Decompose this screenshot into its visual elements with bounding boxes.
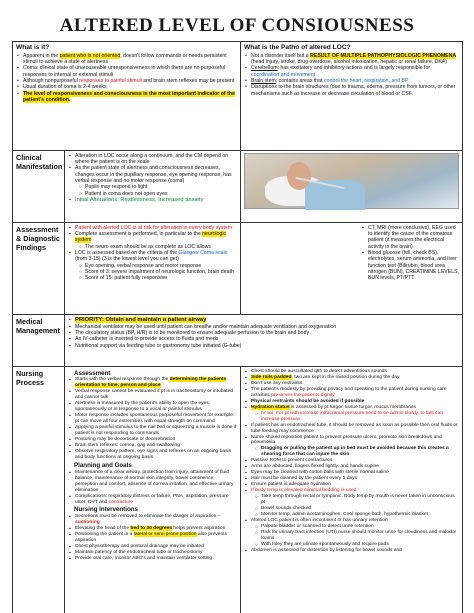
nursing-right-2: ▪ Side rails padded, two are kept in the raised position during the day	[244, 375, 459, 381]
what-item-5: • The level of responsiveness and consciousness is the most important indicator of the patient's condition.	[16, 91, 237, 104]
clinical-label: Clinical Manifestation	[16, 152, 63, 171]
nursing-label: Nursing Process	[16, 368, 44, 387]
medical-item-4: ▪ An IV catheter is inserted to provide access to fluids and meds	[68, 336, 459, 342]
row-assessment	[13, 223, 463, 315]
nursing-plan-1: ▪ Maintenance of a clear airway, protection from injury, attainment of fluid balance, maintenance of normal skin integrity, bowel continence, perception and comfort, absence of cornea irritation, and effective urinary elimination	[68, 470, 237, 494]
what-item-4: • Usual duration of coma is 2-4 weeks	[16, 84, 237, 90]
medical-item-1: ▪ PRIORITY: Obtain and maintain a patient airway	[68, 317, 459, 324]
nursing-int-3: ▪ Positioning the patient in a lateral or semi prone position also prevents aspiration	[68, 532, 237, 544]
nursing-assess-1: ▪ Starts with the verbal response through the determining the patients orientation to time, person and place	[68, 377, 237, 389]
nursing-right-13: ▪ Eyes may be cleaned with cotton balls with sterile normal saline	[244, 470, 459, 476]
planning-subheading: Planning and Goals	[74, 462, 132, 470]
nursing-right-11: ▪ Passive ROM to prevent contractures	[244, 458, 459, 464]
nursing-plan-2: ▪ Complications: respiratory distress or failure, PNA, aspiration, pressure ulcer, DVT and contracture	[68, 494, 237, 506]
interventions-subheading: Nursing Interventions	[74, 506, 138, 514]
clinical-item-3: ▪ Initial Alterations: Restlessness, Increased anxiety	[68, 197, 237, 204]
nursing-int-5: ▪ Maintain patency of the endotracheal tube or tracheostomy	[68, 550, 237, 556]
nursing-right-15: ▪ Ensure patient is adequate hydration	[244, 482, 459, 488]
medical-cell	[65, 315, 463, 367]
nursing-right-4: ▪ The patient's modesty by providing privacy and speaking to the patient during nursing care activities preserves the patients dignity	[244, 387, 459, 399]
nursing-right-6: ▪ Hydration status is assessed by pt turgor, tissue turgor, mucus membranes	[244, 405, 459, 411]
row-medical	[13, 315, 463, 367]
nursing-int-4: ▪ Chest physiotherapy and postural drainage may be initiated	[68, 544, 237, 550]
clinical-cell	[65, 151, 241, 223]
clinical-label-cell	[13, 151, 65, 223]
nursing-assess-5: ▪ Applying a painful stimulus to the nail bed or squeezing a muscle is done if patient is not responding to commands	[68, 425, 237, 437]
what-item-3: • Although nonpurposeful responses to painful stimuli and brain stem reflexes may be present	[16, 78, 237, 84]
nursing-right-14: ▪ Hair must be cleaned by the patient every 5 days	[244, 476, 459, 482]
medical-item-2: ▪ Mechanical ventilator may be used until patient can breathe and/or maintain adequate ventilation and oxygenation	[68, 324, 459, 330]
row-nursing	[13, 367, 463, 613]
assessment-cell	[65, 223, 241, 315]
what-is-it-cell	[13, 42, 241, 151]
assessment-sub-1: ○ The neuro exam should be as complete as LOC allows	[78, 244, 237, 250]
medical-item-3: ▪ The circulatory status (BP, H/R) is to be monitored to ensure adequate perfusion to the brain and body	[68, 330, 459, 336]
assessment-subheading: Assessment	[74, 369, 111, 377]
nursing-right-24: ▪ Abdomen is assessed for distention by listening for bowel sounds and	[244, 548, 459, 554]
clinical-sub-1: ○ Pupils may respond to light	[78, 184, 237, 190]
nursing-right-20: ▪ Altered LOC patient is often incontinent or has urinary retention	[244, 518, 459, 524]
diagnostic-cell	[241, 223, 463, 315]
clinical-sub-2: ○ Patient in coma does not open eyes	[78, 191, 237, 197]
nursing-right-22: ○ Risk for urinary tract infection (UTI) nurse should monitor urine for cloudiness and malodor foams	[254, 530, 459, 542]
medical-label-cell	[13, 315, 65, 367]
what-item-1: • Apparent in the patient who is not oriented, doesn't follow commands or needs persistent stimuli to achieve a state of alertness	[16, 53, 237, 66]
diagnostic-item-2: ▪ Blood glucose (fell, check BS), electrolytes, serum ammonia, and liver function test (Bilirubin, blood urea nitrogen (BUN), CREATININE LEVELS, BUN levels, PT/PTT	[361, 250, 459, 282]
nursing-right-18: ○ Bowel sounds checked	[254, 506, 459, 512]
nursing-right-10: ○ Dragging or pulling the patient up in bed must be avoided because this creates a shearing force that can injure the skin	[254, 446, 459, 458]
patho-item-1: • Not a disorder itself but a RESULT OF MULTIPLE PATHOPHYSIOLOGIC PHENOMENA (head injury, stroke, drug overdose, alcohol intoxication, hepatic or renal failure, DKA)	[244, 53, 459, 66]
nursing-right-1: ▪ Chest should be auscultated q8h to detect adventitious sounds	[244, 369, 459, 375]
nursing-right-17: ○ Take temp through rectal or tympanic. Body temp by mouth is never taken in unconscious pt	[254, 494, 459, 506]
nursing-assess-2: ▪ Verbal response cannot be evaluated if pt is in tracheostomy or intubated and cannot talk	[68, 389, 237, 401]
patho-item-3: • Brain stem: contains areas that control the heart, respiration, and BP	[244, 78, 459, 84]
patho-item-2: • Cerebellum: has excitatory and inhibitory actions and is largely responsible for coordination and movement	[244, 65, 459, 78]
medical-item-5: ▪ Nutritional support via feeding tube or gastronomy tube initiated (G-tube)	[68, 343, 459, 349]
assessment-sub-2: ○ Eye opening, verbal response and motor response	[78, 263, 237, 269]
nursing-right-8: ▪ If patient has an endotracheal tube, it should be removed as soon as possible then oral fluids or tube feeding may commence	[244, 423, 459, 435]
clinical-photo-cell	[241, 151, 463, 223]
patient-photo	[244, 153, 459, 209]
row-clinical	[13, 151, 463, 223]
clinical-item-2: ▪ As the patient state of alertness and consciousness decreases, changes occur in the pupillary response, eye opening response, has verbal response and no motor response (coma)	[68, 165, 237, 184]
nursing-assess-7: ▪ Brain stem reflexes: cornea, gag and swallowing	[68, 443, 237, 449]
nursing-right-23: ○ With foley they are urinate spontaneously and require pads	[254, 542, 459, 548]
nursing-assess-6: ▪ Posturing may be decorticate or decerebration	[68, 437, 237, 443]
notes-table	[12, 41, 463, 613]
nursing-right-5: ▪ Physical restraints should be avoided if possible	[244, 399, 459, 405]
assessment-label-cell	[13, 223, 65, 315]
nursing-right-12: ▪ Arms are abducted, fingers flexed lightly, and hands supine	[244, 464, 459, 470]
assessment-item-3: ▪ LOC is assessed based on the criteria of the Glasgow Coma scale (from 3-15) (3 is the lowest level you can get)	[68, 250, 237, 263]
clinical-item-1: ▪ Alteration in LOC occur along a continuum, and the CM depend on where the patient is on the scale	[68, 153, 237, 166]
nursing-int-6: ▪ Provide oral care, monitor ABG's and maintain ventilator setting	[68, 556, 237, 562]
nursing-right-7: ○ IV sol. For pt with increase intracranial pressure need to be admin slowly, to fast can increase pressure	[254, 411, 459, 423]
nursing-assess-8: ▪ Observe respiratory pattern, eye signs and reflexes on an ongoing basis and body functions at ongoing basis	[68, 449, 237, 461]
nursing-assess-4: ▪ Motor response includes spontaneous purposeful movement for example: pt can move all four extremities with equal strength on command	[68, 413, 237, 425]
nursing-right-21: ○ Palpate bladder or scanned to detect urine retention	[254, 524, 459, 530]
nursing-int-2: ▪ Elevating the head of the bed to 30 degrees helps prevent aspiration	[68, 526, 237, 532]
assessment-label: Assessment & Diagnostic Findings	[16, 224, 60, 252]
nursing-right-9: ▪ Nurse should reposition patient to prevent pressure ulcers, promote skin breakdown and pneumonia	[244, 435, 459, 447]
nursing-right-3: ▪ Don't use any restraints.	[244, 381, 459, 387]
patho-item-4: • Disruptions to the brain structures (due to trauma, edema, pressure from tumors, or other mechanisms such as increase or decrease circulation of blood or CSF.	[244, 84, 459, 97]
nursing-assess-3: ▪ Alertness is measured by the patient's ability to open the eyes spontaneously or in response to a vocal or painful stimulus	[68, 401, 237, 413]
assessment-item-1: ▪ Patient with alerted LOC is at risk for alteration in every body system	[68, 225, 237, 231]
patho-cell	[241, 42, 463, 151]
patho-heading: What is the Patho of altered LOC?	[244, 43, 351, 51]
assessment-sub-3: ○ Score of 3: severe impairment of neurologic function, brain death	[78, 269, 237, 275]
nursing-right-cell	[241, 367, 463, 613]
row-what-patho	[13, 42, 463, 151]
nursing-left-cell	[65, 367, 241, 613]
nursing-right-16: ▪ If body temp is elevated minimal bedding is used	[244, 488, 459, 494]
what-heading: What is it?	[16, 43, 50, 51]
medical-label: Medical Management	[16, 316, 60, 335]
assessment-sub-4: ○ Score of 15: patient fully responsive	[78, 275, 237, 281]
nursing-label-cell	[13, 367, 65, 613]
page-title: ALTERED LEVEL OF CONSIOUSNESS	[59, 15, 415, 36]
what-item-2: • Coma: clinical state of unarouseable unresponsiveness in which there are no purposeful responses to internal or external stimuli	[16, 65, 237, 78]
nursing-right-19: ○ Monitor temp, admin acetaminophen. Cool sponge bath, hypothermic blanket	[254, 512, 459, 518]
nursing-int-1: ▪ Secretions must be removed to eliminate the danger of aspiration – suctioning	[68, 514, 237, 526]
diagnostic-item-1: ▪ CT, MRI (more conclusive), EEG used to identify the cause of the comatose patient (it measures the electrical activity in the brain)	[361, 225, 459, 250]
assessment-item-2: ▪ Complete assessment is performed, in particular to the neurologic system	[68, 231, 237, 244]
